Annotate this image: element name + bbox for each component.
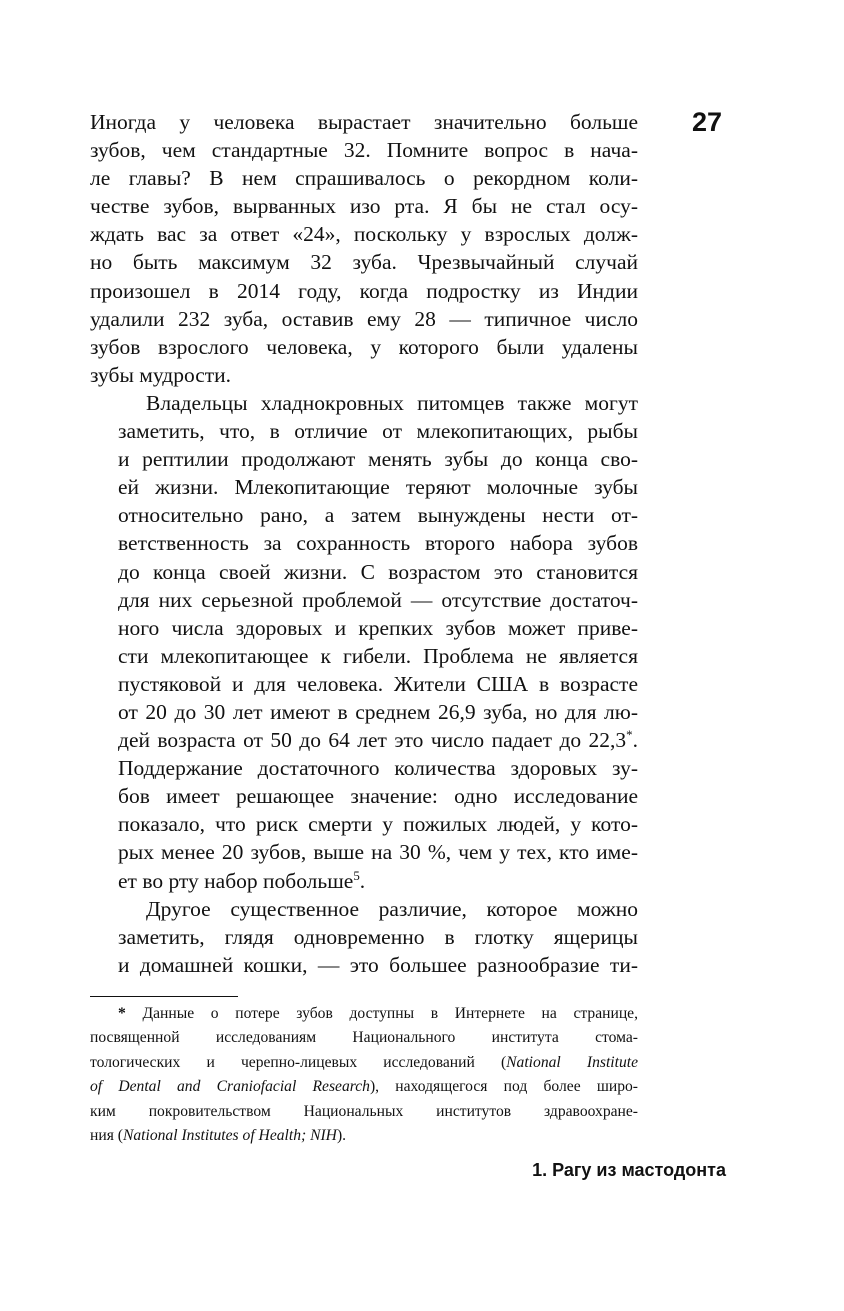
- footnote: [90, 1002, 638, 1148]
- text-segment: ).: [336, 1127, 347, 1145]
- text-line: от 20 до 30 лет имеют в среднем 26,9 зуба, но для лю-: [118, 699, 638, 724]
- text-line: ле главы? В нем спрашивалось о рекордном коли-: [90, 166, 638, 191]
- footnote-marker: *: [118, 1005, 126, 1022]
- text-line: но быть максимум 32 зуба. Чрезвычайный случай: [90, 250, 638, 275]
- text-line: заметить, что, в отличие от млекопитающих, рыбы: [118, 419, 638, 444]
- footnote-divider: [90, 996, 238, 997]
- paragraph-2: [90, 389, 638, 895]
- footnote-line: [90, 1002, 638, 1026]
- text-segment: ет во рту набор побольше: [118, 868, 354, 893]
- text-line: удалили 232 зуба, оставив ему 28 — типичное число: [90, 306, 638, 331]
- text-line: Другое существенное различие, которое можно: [146, 896, 638, 921]
- text-line: для них серьезной проблемой — отсутствие достаточ-: [118, 587, 638, 612]
- text-line: произошел в 2014 году, когда подростку из Индии: [90, 278, 638, 303]
- text-segment: Данные о потере зубов доступны в Интернете на странице,: [142, 1005, 638, 1022]
- text-line: пустяковой и для человека. Жители США в возрасте: [118, 671, 638, 696]
- footnote-ref-5[interactable]: 5: [353, 868, 360, 883]
- paragraph-3: [90, 895, 638, 979]
- text-line: показало, что риск смерти у пожилых людей, у кото-: [118, 812, 638, 837]
- text-segment-italic: National Institute: [506, 1053, 638, 1071]
- text-line: ного числа здоровых и крепких зубов может приве-: [118, 615, 638, 640]
- text-line: Владельцы хладнокровных питомцев также могут: [146, 390, 638, 415]
- text-line: ждать вас за ответ «24», поскольку у взрослых долж-: [90, 222, 638, 247]
- text-segment: тологических и черепно-лицевых исследований (: [90, 1053, 507, 1071]
- footnote-line: [90, 1051, 638, 1075]
- sentence-period: .: [632, 728, 638, 753]
- footnote-asterisk[interactable]: *: [626, 727, 633, 742]
- text-line: до конца своей жизни. С возрастом это становится: [118, 559, 638, 584]
- body-text: [90, 108, 638, 979]
- text-line: [90, 867, 638, 895]
- footnote-line: [90, 1075, 638, 1099]
- text-line: ей жизни. Млекопитающие теряют молочные зубы: [118, 475, 638, 500]
- text-segment: ), находящегося под более широ-: [369, 1078, 638, 1096]
- page-number: 27: [692, 107, 723, 137]
- text-segment-italic: National Institutes of Health; NIH: [122, 1127, 337, 1145]
- text-line: относительно рано, а затем вынуждены нести от-: [118, 503, 638, 528]
- text-segment: дей возраста от 50 до 64 лет это число падает до 22,3: [118, 728, 627, 753]
- text-line: и рептилии продолжают менять зубы до конца сво-: [118, 447, 638, 472]
- text-line: Иногда у человека вырастает значительно больше: [90, 110, 638, 134]
- text-line: зубы мудрости.: [90, 362, 232, 387]
- sentence-period: .: [359, 868, 366, 893]
- running-footer-chapter-title: 1. Рагу из мастодонта: [532, 1160, 726, 1180]
- footnote-line: посвященной исследованиям Национального института стома-: [90, 1029, 638, 1047]
- text-line: зубов взрослого человека, у которого были удалены: [90, 334, 638, 359]
- text-line: бов имеет решающее значение: одно исследование: [118, 784, 638, 809]
- footnote-line: ким покровительством Национальных институтов здравоохране-: [90, 1102, 638, 1120]
- text-line: зубов, чем стандартные 32. Помните вопрос в нача-: [90, 138, 638, 163]
- paragraph-1: [90, 108, 638, 389]
- text-line: ветственность за сохранность второго набора зубов: [118, 531, 638, 556]
- text-line: сти млекопитающее к гибели. Проблема не является: [118, 643, 638, 668]
- text-segment: ния (: [90, 1127, 123, 1145]
- text-line: честве зубов, вырванных изо рта. Я бы не стал осу-: [90, 194, 638, 219]
- text-segment-italic: of Dental and Craniofacial Research: [90, 1078, 370, 1096]
- text-line: Поддержание достаточного количества здоровых зу-: [118, 756, 638, 781]
- text-line: заметить, глядя одновременно в глотку ящерицы: [118, 924, 638, 949]
- text-line: рых менее 20 зубов, выше на 30 %, чем у тех, кто име-: [118, 840, 638, 865]
- text-line: и домашней кошки, — это большее разнообразие ти-: [118, 952, 638, 977]
- text-line: [90, 726, 638, 754]
- footnote-line: [90, 1124, 638, 1148]
